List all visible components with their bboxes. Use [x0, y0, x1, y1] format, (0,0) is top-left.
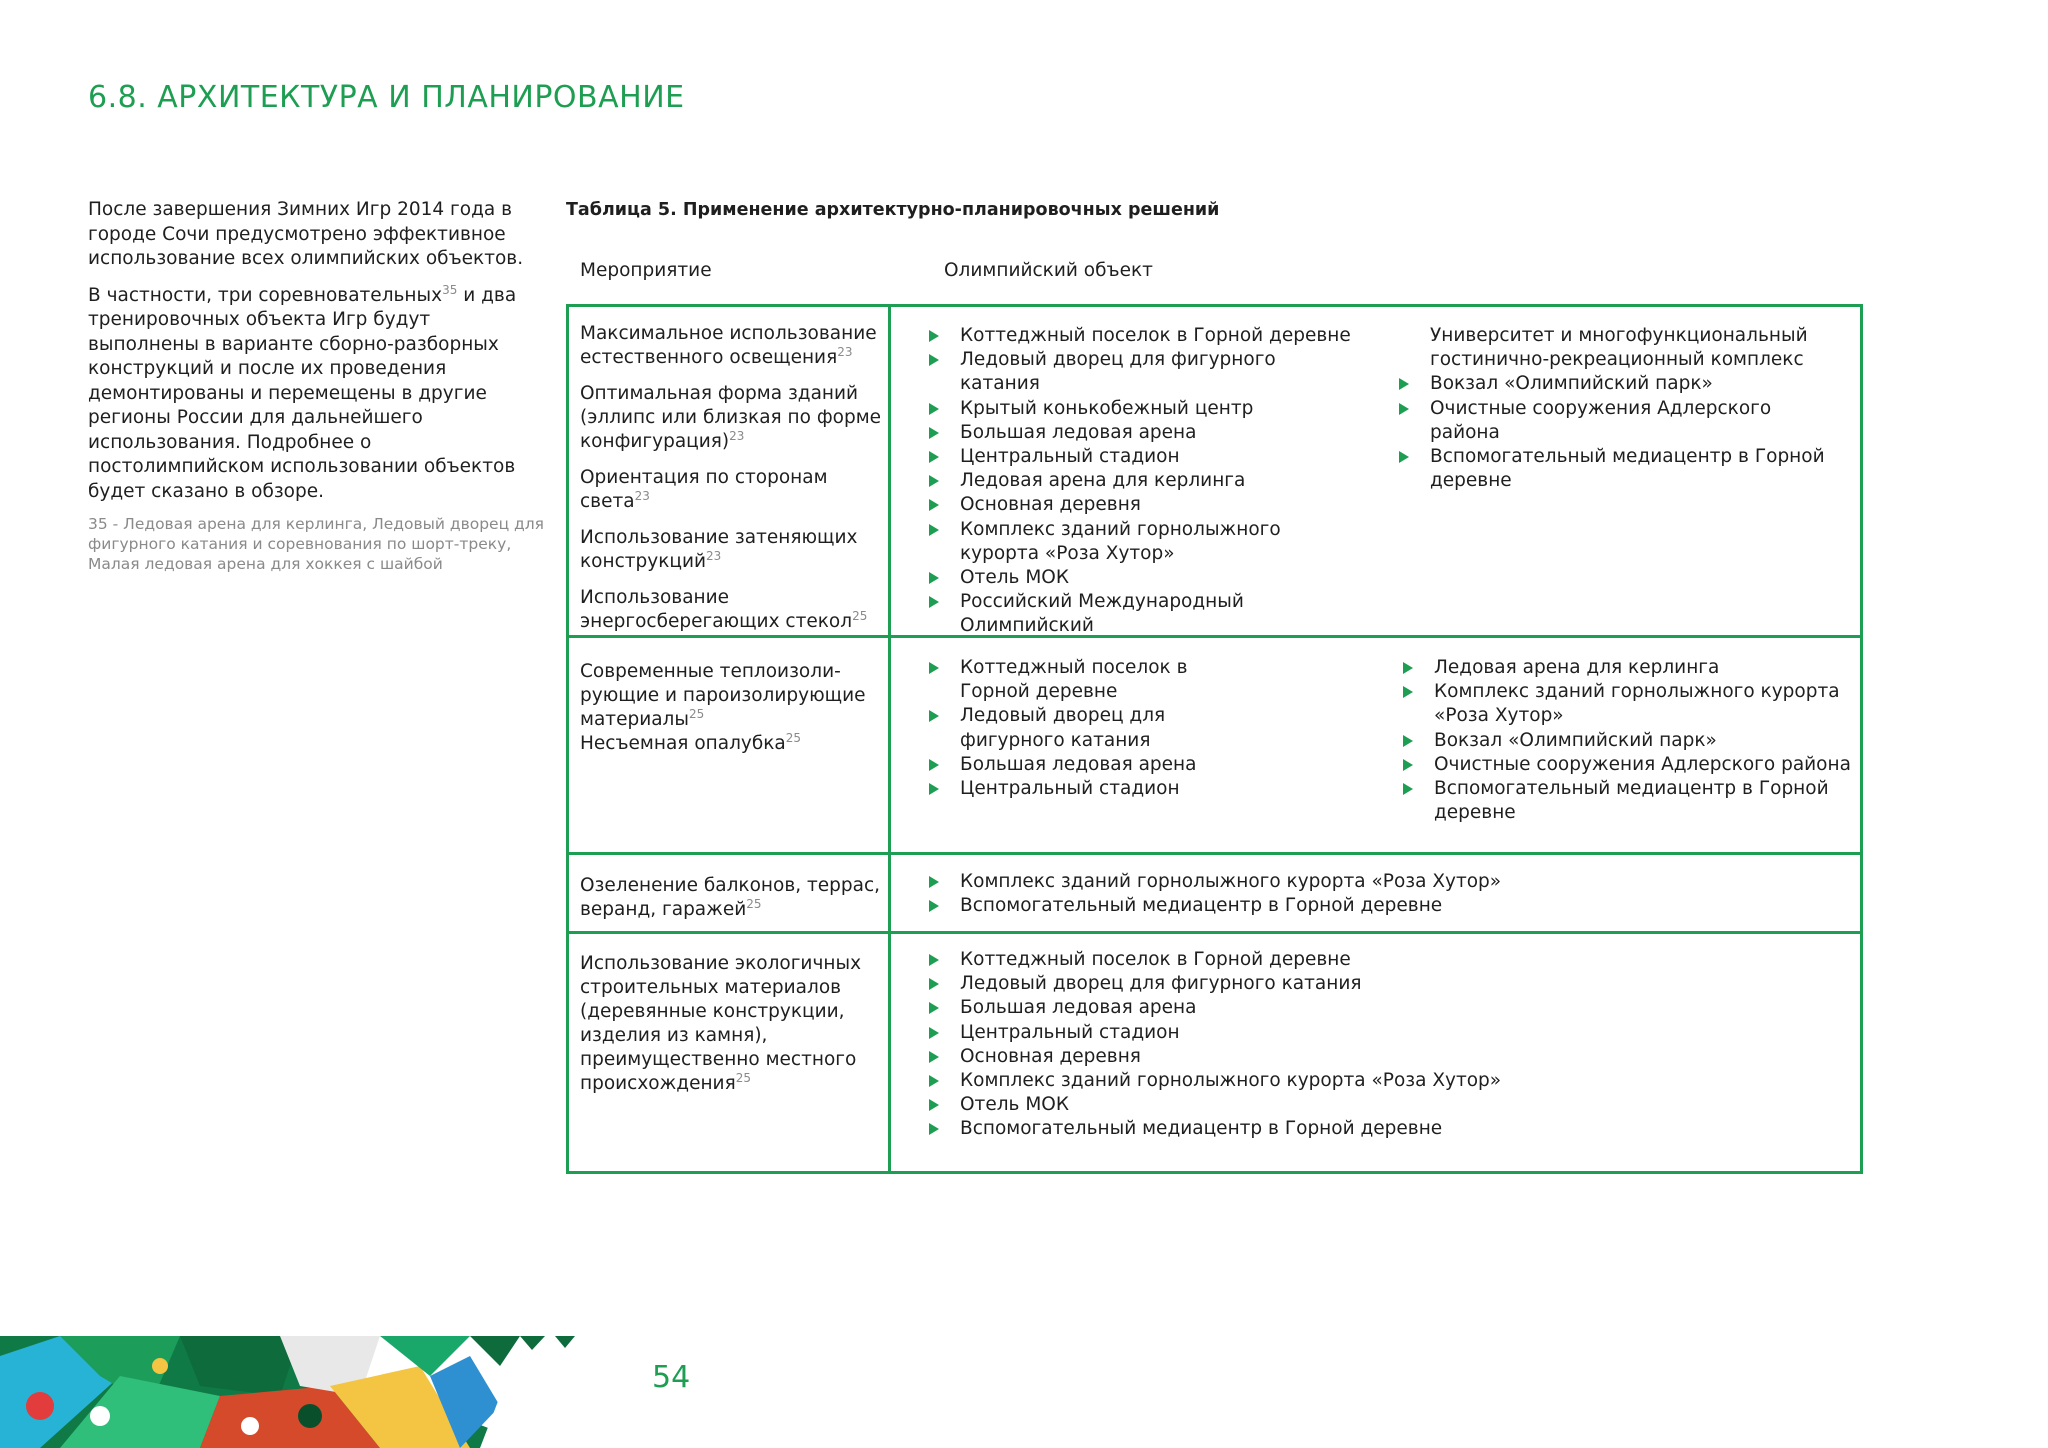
object-item: Центральный стадион	[926, 445, 1356, 469]
intro-p2-end: и два тренировочных объекта Игр будут выполнены в варианте сборно-разборных конструкций и после их проведения демонтированы и перемещены в другие регионы России для дальнейшего использования. Подробнее о постолимпийском использовании объектов будет сказано в обзоре.	[88, 284, 517, 502]
object-item: Основная деревня	[926, 493, 1356, 517]
row-3-measures	[580, 874, 885, 934]
bullet-triangle-icon	[929, 954, 939, 966]
table-border-right	[1860, 304, 1863, 1174]
bullet-triangle-icon	[929, 978, 939, 990]
object-item: Центральный стадион	[926, 777, 1246, 801]
bullet-triangle-icon	[929, 451, 939, 463]
table-row-divider-2	[566, 852, 1863, 855]
object-item: Центральный стадион	[926, 1021, 1626, 1045]
row-1-measures	[580, 322, 885, 646]
table-column-divider	[888, 304, 891, 1174]
bullet-triangle-icon	[929, 1051, 939, 1063]
bullet-triangle-icon	[929, 1002, 939, 1014]
bullet-triangle-icon	[1399, 403, 1409, 415]
row-4-objects-col-a	[926, 948, 1626, 1142]
object-item: Большая ледовая арена	[926, 421, 1356, 445]
bullet-triangle-icon	[929, 427, 939, 439]
object-item: Российский Международный Олимпийский	[926, 590, 1356, 638]
bullet-triangle-icon	[929, 1075, 939, 1087]
object-item: Коттеджный поселок в Горной деревне	[926, 324, 1356, 348]
object-item: Ледовый дворец для фигурного катания	[926, 704, 1246, 752]
bullet-triangle-icon	[929, 1099, 939, 1111]
bullet-triangle-icon	[929, 572, 939, 584]
section-title: 6.8. АРХИТЕКТУРА И ПЛАНИРОВАНИЕ	[88, 80, 685, 115]
measure-item: Несъемная опалубка$^{25}$	[580, 731, 802, 754]
decorative-patchwork	[0, 1336, 600, 1448]
measure-item: Ориентация по сторонам света$^{23}$	[580, 467, 828, 512]
object-item: Большая ледовая арена	[926, 753, 1246, 777]
object-item: Очистные сооружения Адлерского района	[1396, 397, 1836, 445]
bullet-triangle-icon	[929, 783, 939, 795]
bullet-triangle-icon	[1403, 686, 1413, 698]
bullet-triangle-icon	[929, 475, 939, 487]
measure-item: Оптимальная форма зданий (эллипс или близкая по форме конфигурация)$^{23}$	[580, 383, 882, 452]
bullet-triangle-icon	[929, 354, 939, 366]
bullet-triangle-icon	[929, 876, 939, 888]
table-border-top	[566, 304, 1863, 307]
bullet-triangle-icon	[929, 759, 939, 771]
table-border-left	[566, 304, 569, 1174]
object-item: Вспомогательный медиацентр в Горной деревне	[1400, 777, 1852, 825]
bullet-triangle-icon	[929, 1027, 939, 1039]
object-item: Большая ледовая арена	[926, 996, 1626, 1020]
footnote-35: 35 - Ледовая арена для керлинга, Ледовый дворец для фигурного катания и соревнования по шорт-треку, Малая ледовая арена для хоккея с шайбой	[88, 515, 545, 573]
object-item: Вокзал «Олимпийский парк»	[1396, 372, 1836, 396]
row-1-objects-col-a	[926, 324, 1356, 639]
bullet-triangle-icon	[929, 499, 939, 511]
object-item: Крытый конькобежный центр	[926, 397, 1356, 421]
row-2-objects-col-a	[926, 656, 1246, 801]
bullet-triangle-icon	[1403, 783, 1413, 795]
object-item: Комплекс зданий горнолыжного курорта «Роза Хутор»	[926, 870, 1626, 894]
bullet-triangle-icon	[1403, 662, 1413, 674]
intro-paragraph-1: После завершения Зимних Игр 2014 года в городе Сочи предусмотрено эффективное использование всех олимпийских объектов.	[88, 199, 524, 269]
measure-item: Использование энергосберегающих стекол$^{25}$	[580, 587, 868, 632]
table-border-bottom	[566, 1171, 1863, 1174]
object-item: Ледовая арена для керлинга	[926, 469, 1356, 493]
measure-item: Максимальное использование естественного освещения$^{23}$	[580, 323, 877, 368]
object-item: Ледовая арена для керлинга	[1400, 656, 1852, 680]
measures-table	[566, 304, 1863, 1174]
object-item: Комплекс зданий горнолыжного курорта «Роза Хутор»	[926, 1069, 1626, 1093]
bullet-triangle-icon	[929, 662, 939, 674]
bullet-triangle-icon	[929, 900, 939, 912]
measure-item: Использование экологичных строительных материалов (деревянные конструкции, изделия из камня), преимущественно местного происхождения$^{25}$	[580, 953, 862, 1094]
column-header-object: Олимпийский объект	[944, 260, 1153, 281]
object-item: Основная деревня	[926, 1045, 1626, 1069]
column-header-measure: Мероприятие	[580, 260, 712, 281]
row-4-measures	[580, 952, 885, 1108]
row-2-measures	[580, 660, 885, 768]
object-item: Комплекс зданий горнолыжного курорта «Роза Хутор»	[926, 518, 1356, 566]
object-item: Университет и многофункциональный гостинично-рекреационный комплекс	[1430, 325, 1808, 371]
object-item: Ледовый дворец для фигурного катания	[926, 972, 1626, 996]
bullet-triangle-icon	[1399, 451, 1409, 463]
object-item: Очистные сооружения Адлерского района	[1400, 753, 1852, 777]
object-item: Вспомогательный медиацентр в Горной деревне	[926, 1117, 1626, 1141]
measure-item: Озеленение балконов, террас, веранд, гаражей$^{25}$	[580, 875, 881, 920]
row-3-objects-col-a	[926, 870, 1626, 918]
bullet-triangle-icon	[929, 330, 939, 342]
bullet-triangle-icon	[929, 524, 939, 536]
intro-text	[88, 198, 543, 516]
bullet-triangle-icon	[929, 710, 939, 722]
object-item: Комплекс зданий горнолыжного курорта «Роза Хутор»	[1400, 680, 1852, 728]
page-number: 54	[652, 1360, 691, 1395]
bullet-triangle-icon	[929, 403, 939, 415]
bullet-triangle-icon	[929, 596, 939, 608]
object-item: Вспомогательный медиацентр в Горной деревне	[1396, 445, 1836, 493]
object-item: Вспомогательный медиацентр в Горной деревне	[926, 894, 1626, 918]
row-2-objects-col-b	[1400, 656, 1852, 825]
intro-p2-start: В частности, три соревновательных	[88, 284, 443, 306]
table-caption: Таблица 5. Применение архитектурно-планировочных решений	[566, 200, 1220, 220]
object-item: Отель МОК	[926, 1093, 1626, 1117]
object-item: Коттеджный поселок в Горной деревне	[926, 656, 1246, 704]
measure-item: Использование затеняющих конструкций$^{23}$	[580, 527, 858, 572]
footnote-ref-35: 35	[442, 282, 458, 297]
object-item: Ледовый дворец для фигурного катания	[926, 348, 1356, 396]
intro-paragraph-2	[88, 284, 543, 505]
measure-item: Современные теплоизоли- рующие и пароизолирующие материалы$^{25}$	[580, 661, 866, 730]
object-item: Отель МОК	[926, 566, 1356, 590]
row-1-objects-col-b	[1396, 324, 1836, 493]
object-item: Коттеджный поселок в Горной деревне	[926, 948, 1626, 972]
bullet-triangle-icon	[929, 1123, 939, 1135]
bullet-triangle-icon	[1403, 735, 1413, 747]
bullet-triangle-icon	[1403, 759, 1413, 771]
bullet-triangle-icon	[1399, 378, 1409, 390]
object-item: Вокзал «Олимпийский парк»	[1400, 729, 1852, 753]
